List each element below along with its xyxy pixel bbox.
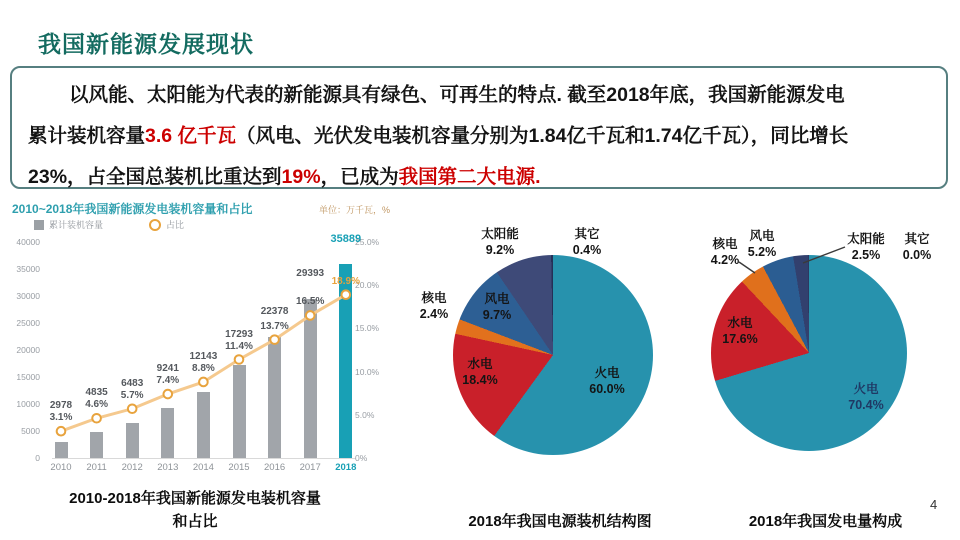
y2-axis-label: 10.0% <box>355 366 380 377</box>
summary-text: （风电、光伏发电装机容量分别为1.84亿千瓦和1.74亿千瓦），同比增长 <box>236 125 849 147</box>
x-axis-label: 2016 <box>264 462 286 473</box>
bar-2011 <box>90 432 103 458</box>
bar-value-label: 29393 <box>296 268 325 280</box>
bar-2016 <box>268 337 281 458</box>
bar-pct-label: 5.7% <box>120 389 144 401</box>
bar-pct-label: 11.4% <box>225 340 253 352</box>
x-axis-label: 2011 <box>86 462 107 473</box>
pie-label-solar: 太阳能 9.2% <box>481 226 519 257</box>
summary-text: 累计装机容量 <box>28 125 146 147</box>
legend-item-capacity <box>34 218 103 231</box>
summary-line-2 <box>28 116 930 157</box>
summary-text: 23%，占全国总装机比重达到 <box>28 166 282 188</box>
y-axis-label: 20000 <box>16 345 40 355</box>
pie2-caption: 2018年我国发电量构成 <box>748 513 903 530</box>
y2-axis-label: 20.0% <box>355 280 380 291</box>
pie-label-wind: 风电 9.7% <box>482 291 512 322</box>
y-axis-label: 30000 <box>16 291 40 301</box>
y2-axis-label: 15.0% <box>355 323 380 334</box>
bar-value-label: 22378 <box>260 306 289 318</box>
bar-pct-label: 3.1% <box>49 412 73 424</box>
summary-text: ，已成为 <box>320 166 399 188</box>
y-axis-label: 5000 <box>21 426 40 436</box>
bar-value-label: 12143 <box>189 350 218 362</box>
legend-item-share <box>149 218 184 231</box>
bar-pct-label: 16.5% <box>296 296 325 308</box>
pie-chart-generation <box>711 255 907 451</box>
x-axis-label: 2017 <box>299 462 321 473</box>
pie-label-thermal: 火电 70.4% <box>848 381 884 412</box>
y-axis-label: 40000 <box>16 237 40 247</box>
y2-axis-label: 5.0% <box>355 409 375 420</box>
bar-pct-label: 13.7% <box>260 320 289 332</box>
bar-chart-unit-note: 单位：万千瓦，% <box>318 205 390 215</box>
y-axis-label: 15000 <box>16 372 40 382</box>
legend-label: 占比 <box>166 220 185 230</box>
y2-axis-label: 0% <box>355 453 368 463</box>
y-axis-label: 35000 <box>16 264 40 274</box>
bar-pct-label: 7.4% <box>156 375 180 387</box>
bar-2010 <box>55 442 68 458</box>
y-axis-label: 25000 <box>16 318 40 328</box>
summary-line-1 <box>28 75 930 116</box>
bar-2017 <box>304 299 317 458</box>
pie-label-solar: 太阳能 2.5% <box>847 231 885 262</box>
x-axis-label: 2013 <box>157 462 179 473</box>
bar-value-label: 2978 <box>49 400 73 412</box>
legend-label: 累计装机容量 <box>49 220 104 230</box>
x-axis-label: 2010 <box>50 462 72 473</box>
summary-box <box>10 66 948 189</box>
bar-chart-caption: 2010-2018年我国新能源发电装机容量 和占比 <box>69 490 321 531</box>
bar-pct-label: 4.6% <box>85 399 108 411</box>
pie1-caption: 2018年我国电源装机结构图 <box>468 513 652 530</box>
bar-2018 <box>339 264 352 458</box>
bar-pct-label: 18.9% <box>331 275 360 287</box>
bar-value-label: 9241 <box>156 363 179 375</box>
summary-highlight-share: 19% <box>281 166 321 188</box>
bar-chart-legend <box>34 218 184 231</box>
bar-2013 <box>161 408 174 458</box>
bar-chart-title: 2010~2018年我国新能源发电装机容量和占比 <box>12 202 253 216</box>
x-axis-line <box>52 458 356 459</box>
bar-2014 <box>197 392 210 458</box>
bar-chart <box>8 200 390 485</box>
bar-value-label: 4835 <box>85 387 108 399</box>
bar-2015 <box>233 365 246 458</box>
page-title: 我国新能源发展现状 <box>38 31 254 57</box>
bar-value-label: 17293 <box>225 328 253 340</box>
page-number: 4 <box>930 497 938 512</box>
pie-label-other: 其它 0.0% <box>902 231 932 262</box>
y2-axis-label: 25.0% <box>355 237 380 247</box>
x-axis-label: 2012 <box>121 462 143 473</box>
pie-label-hydro: 水电 18.4% <box>462 356 498 387</box>
y-axis-label: 0 <box>35 453 40 463</box>
pie-label-nuclear: 核电 4.2% <box>710 236 740 267</box>
y-axis-label: 10000 <box>16 399 40 409</box>
summary-highlight-rank: 我国第二大电源. <box>398 166 541 188</box>
summary-line-3 <box>28 157 930 198</box>
legend-ring-icon <box>149 219 161 231</box>
summary-text: 以风能、太阳能为代表的新能源具有绿色、可再生的特点. 截至2018年底，我国新能源发电 <box>68 84 845 106</box>
pie-label-thermal: 火电 60.0% <box>589 365 625 396</box>
x-axis-label: 2014 <box>192 462 214 473</box>
bar-value-label: 6483 <box>121 377 144 389</box>
bar-value-label: 35889 <box>330 233 362 246</box>
legend-square-icon <box>34 220 44 230</box>
pie-label-nuclear: 核电 2.4% <box>419 290 449 321</box>
x-axis-label: 2018 <box>335 462 357 473</box>
pie-label-hydro: 水电 17.6% <box>722 315 758 346</box>
bar-2012 <box>126 423 139 458</box>
bar-pct-label: 8.8% <box>191 362 215 374</box>
pie-label-wind: 风电 5.2% <box>747 228 777 259</box>
pie-label-other: 其它 0.4% <box>572 226 602 257</box>
summary-highlight-capacity: 3.6 亿千瓦 <box>145 125 237 147</box>
x-axis-label: 2015 <box>228 462 250 473</box>
